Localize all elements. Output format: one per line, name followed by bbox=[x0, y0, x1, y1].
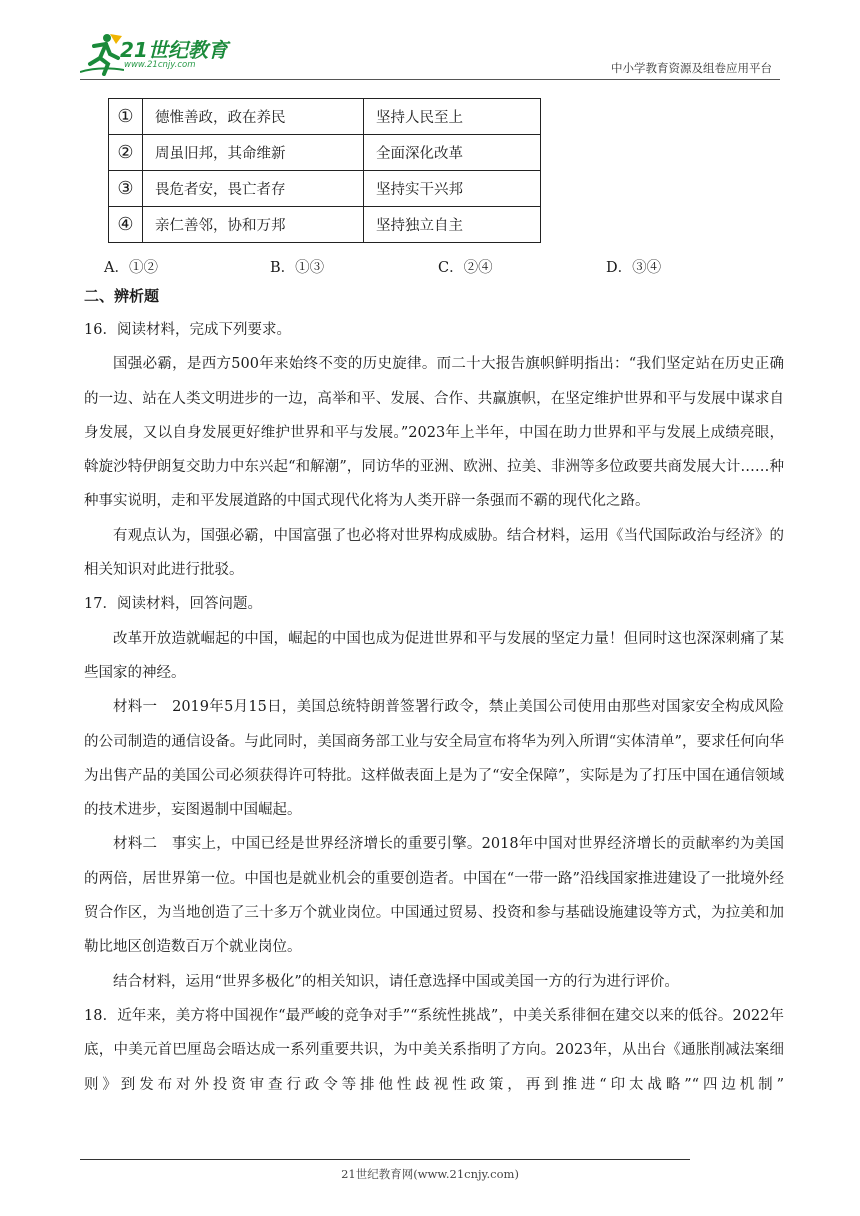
q16-stem: 16．阅读材料，完成下列要求。 bbox=[84, 322, 291, 338]
row-principle: 坚持独立自主 bbox=[364, 207, 541, 243]
choice-c: C．②④ bbox=[438, 260, 493, 276]
q17-intro: 改革开放造就崛起的中国，崛起的中国也成为促进世界和平与发展的坚定力量！但同时这也深深刺痛了某些国家的神经。 bbox=[84, 630, 784, 681]
table-row bbox=[109, 171, 541, 207]
q17-material-1: 材料一 2019年5月15日，美国总统特朗普签署行政令，禁止美国公司使用由那些对国家安全构成风险的公司制造的通信设备。与此同时，美国商务部工业与安全局宣布将华为列入所谓“实体清单”，要求任何向华为出售产品的美国公司必须获得许可特批。这样做表面上是为了“安全保障”，实际是为了打压中国在通信领域的技术进步，妄图遏制中国崛起。 bbox=[84, 699, 784, 819]
q17-material-2: 材料二 事实上，中国已经是世界经济增长的重要引擎。2018年中国对世界经济增长的贡献率约为美国的两倍，居世界第一位。中国也是就业机会的重要创造者。中国在“一带一路”沿线国家推进建设了一批境外经贸合作区，为当地创造了三十多万个就业岗位。中国通过贸易、投资和参与基础设施建设等方式，为拉美和加勒比地区创造数百万个就业岗位。 bbox=[84, 836, 784, 956]
q16-material: 国强必霸，是西方500年来始终不变的历史旋律。而二十大报告旗帜鲜明指出：“我们坚定站在历史正确的一边、站在人类文明进步的一边，高举和平、发展、合作、共赢旗帜，在坚定维护世界和平与发展中谋求自身发展，又以自身发展更好维护世界和平与发展。”2023年上半年，中国在助力世界和平与发展上成绩亮眼，斡旋沙特伊朗复交助力中东兴起“和解潮”，同访华的亚洲、欧洲、拉美、非洲等多位政要共商发展大计……种种事实说明，走和平发展道路的中国式现代化将为人类开辟一条强而不霸的现代化之路。 bbox=[84, 356, 784, 510]
footer-divider bbox=[80, 1159, 690, 1160]
table-row bbox=[109, 207, 541, 243]
logo bbox=[80, 32, 250, 78]
choice-b: B．①③ bbox=[270, 260, 325, 276]
logo-text: 21世纪教育 bbox=[120, 38, 228, 62]
q17-stem: 17．阅读材料，回答问题。 bbox=[84, 596, 262, 613]
row-number: ② bbox=[109, 135, 143, 171]
q18-text: 18．近年来，美方将中国视作“最严峻的竞争对手”“系统性挑战”，中美关系徘徊在建交以来的低谷。2022年底，中美元首巴厘岛会晤达成一系列重要共识，为中美关系指明了方向。2023年，从出台《通胀削减法案细则》到发布对外投资审查行政令等排他性歧视性政策，再到推进“印太战略”“四边机制” bbox=[84, 1007, 784, 1093]
logo-url: www.21cnjy.com bbox=[124, 60, 196, 70]
row-principle: 全面深化改革 bbox=[364, 135, 541, 171]
row-principle: 坚持人民至上 bbox=[364, 99, 541, 135]
q16-task: 有观点认为，国强必霸，中国富强了也必将对世界构成威胁。结合材料，运用《当代国际政治与经济》的相关知识对此进行批驳。 bbox=[84, 527, 784, 579]
header-divider bbox=[80, 79, 780, 80]
row-quote: 畏危者安，畏亡者存 bbox=[143, 171, 364, 207]
choice-d: D．③④ bbox=[606, 260, 662, 276]
options-table bbox=[108, 98, 541, 243]
row-number: ① bbox=[109, 99, 143, 135]
questions-body bbox=[84, 313, 784, 1102]
page-header bbox=[0, 0, 860, 90]
row-number: ④ bbox=[109, 207, 143, 243]
table-row bbox=[109, 135, 541, 171]
row-principle: 坚持实干兴邦 bbox=[364, 171, 541, 207]
page-footer: 21世纪教育网(www.21cnjy.com) bbox=[341, 1167, 519, 1181]
row-number: ③ bbox=[109, 171, 143, 207]
runner-icon bbox=[80, 32, 124, 76]
section-title: 二、辨析题 bbox=[84, 287, 160, 305]
table-row bbox=[109, 99, 541, 135]
choice-a: A．①② bbox=[104, 260, 158, 276]
row-quote: 亲仁善邻，协和万邦 bbox=[143, 207, 364, 243]
platform-name: 中小学教育资源及组卷应用平台 bbox=[611, 61, 772, 75]
row-quote: 周虽旧邦，其命维新 bbox=[143, 135, 364, 171]
row-quote: 德惟善政，政在养民 bbox=[143, 99, 364, 135]
q17-task: 结合材料，运用“世界多极化”的相关知识，请任意选择中国或美国一方的行为进行评价。 bbox=[113, 973, 679, 990]
